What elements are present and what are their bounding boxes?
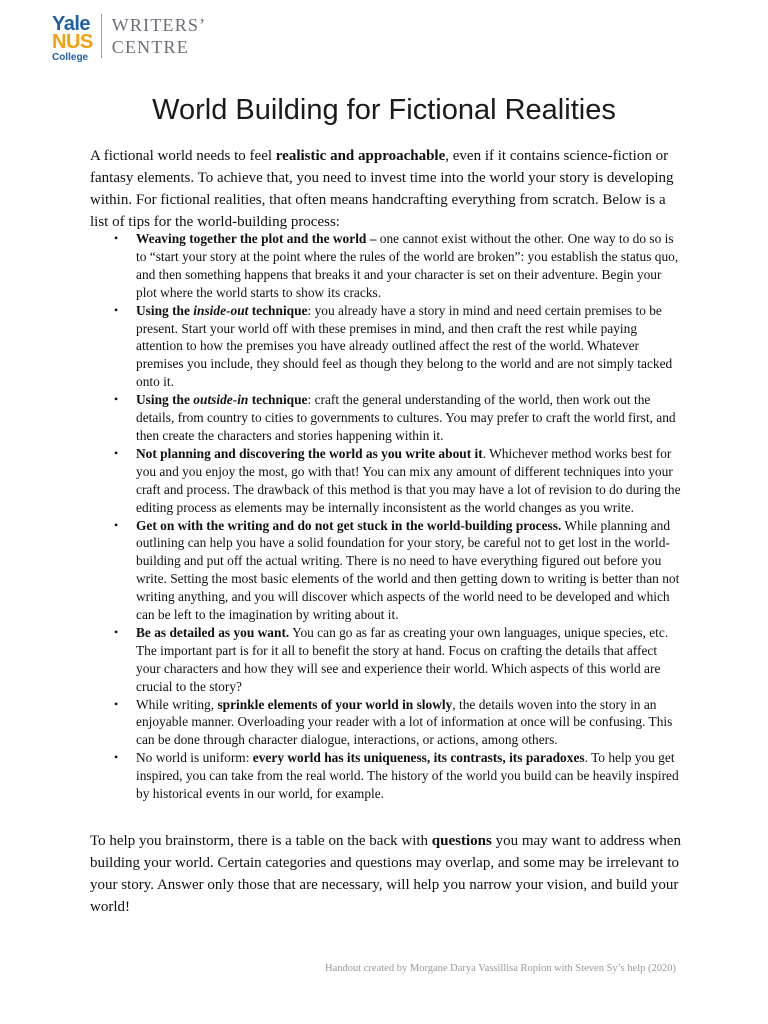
tip-item <box>90 517 684 624</box>
bold-text-run: Using the <box>136 392 194 408</box>
page-title: World Building for Fictional Realities <box>152 94 616 126</box>
bold-text-run: questions <box>431 833 492 849</box>
bullet-marker: • <box>114 445 119 460</box>
text-run: you may want to address when building your world. Certain categories and questions may overlap, and some may be irrelevant to your story. Answer only those that are necessary, will help you narrow your vision, and build your world! <box>90 833 681 915</box>
bold-text-run: technique <box>248 302 308 318</box>
bullet-marker: • <box>114 624 119 639</box>
intro-paragraph <box>90 145 684 233</box>
bold-text-run: Get on with the writing and do not get stuck in the world-building process. <box>136 517 562 533</box>
bold-text-run: sprinkle elements of your world in slowly <box>217 696 453 712</box>
bold-text-run: Using the <box>136 302 194 318</box>
text-run: To help you brainstorm, there is a table on the back with <box>90 833 432 849</box>
text-run: one cannot exist without the other. One way to do so is to “start your story at the point where the rules of the world are broken”: you establish the status quo, and then something happens that breaks it and your character is set on their adventure. Begin your plot where the world starts to show its cracks. <box>136 231 679 300</box>
tip-item <box>90 391 684 445</box>
bullet-marker: • <box>114 750 119 765</box>
bold-text-run: Weaving together the plot and the world – <box>136 231 380 246</box>
text-run: : you already have a story in mind and need certain premises to be present. Start your world off with these premises in mind, and then craft the rest while paying attention to how the premises you have already outlined affect the rest of the world. Whatever premises you include, they should feel as though they belong to the world and are not simply tacked onto it. <box>136 302 673 390</box>
footer-credit: Handout created by Morgane Darya Vassillisa Ropion with Steven Sy’s help (2020) <box>324 963 676 974</box>
tip-item <box>90 302 684 392</box>
text-run: A fictional world needs to feel <box>90 148 276 164</box>
logo-line-2: CENTRE <box>111 37 189 57</box>
logo-divider <box>101 14 102 58</box>
bullet-marker: • <box>114 231 119 245</box>
writers-centre-text <box>112 14 207 58</box>
logo-line-1: WRITERS’ <box>111 15 207 35</box>
bullet-marker: • <box>114 696 119 711</box>
text-run: While writing, <box>136 696 218 712</box>
text-run: While planning and outlining can help you have a solid foundation for your story, be careful not to get lost in the world-building and put off the actual writing. There is no need to have everything figured out before you write. Setting the most basic elements of the world and then getting down to writing is better than not writing anything, and you will discover which aspects of the world need to be developed and which can be left to the imagination by writing about it. <box>136 517 680 623</box>
tip-item <box>90 696 684 750</box>
tip-item <box>90 624 684 696</box>
bold-text-run: inside-out <box>193 302 249 318</box>
tip-item <box>90 230 684 302</box>
logo-college: College <box>52 52 89 63</box>
text-run: : craft the general understanding of the world, then work out the details, from country to cities to governments to cultures. You may prefer to craft the world first, and then create the characters and stories happening within it. <box>136 392 676 443</box>
bold-text-run: Not planning and discovering the world as you write about it <box>136 445 483 461</box>
bold-text-run: outside-in <box>193 392 249 408</box>
text-run: , the details woven into the story in an enjoyable manner. Overloading your reader with a lot of information at once will be confusing. This can be done through character dialogue, interactions, or actions, among others. <box>136 696 673 748</box>
bullet-marker: • <box>114 302 119 317</box>
text-run: . Whichever method works best for you and you enjoy the most, go with that! You can mix any amount of different techniques into your craft and process. The drawback of this method is that you may have a lot of revision to do during the editing process as elements may be internally inconsistent as the world changes as you write. <box>136 445 681 515</box>
bullet-marker: • <box>114 392 119 407</box>
yale-nus-college-wordmark <box>52 14 93 63</box>
logo-nus: NUS <box>52 31 93 53</box>
outro-paragraph <box>90 830 684 918</box>
text-run: , even if it contains science-fiction or fantasy elements. To achieve that, you need to invest time into the world your story is developing within. For fictional realities, that often means handcrafting everything from scratch. Below is a list of tips for the world-building process: <box>90 148 674 230</box>
bullet-marker: • <box>114 517 119 532</box>
tips-list <box>90 230 684 803</box>
tip-item <box>90 445 684 517</box>
text-run: . To help you get inspired, you can take from the real world. The history of the world you build can be heavily inspired by historical events in our world, for example. <box>136 750 679 802</box>
text-run: You can go as far as creating your own languages, unique species, etc. The important part is for it all to benefit the story at hand. Focus on crafting the details that affect your characters and how they will see and experience their world. Which aspects of this world are crucial to the story? <box>136 624 669 694</box>
bold-text-run: Be as detailed as you want. <box>136 624 290 640</box>
yale-nus-writers-centre-logo <box>52 13 207 63</box>
logo-yale: Yale <box>52 13 91 35</box>
text-run: No world is uniform: <box>136 750 253 766</box>
tip-item <box>90 749 684 803</box>
bold-text-run: every world has its uniqueness, its contrasts, its paradoxes <box>252 750 585 766</box>
bold-text-run: realistic and approachable <box>275 148 446 164</box>
bold-text-run: technique <box>248 392 308 408</box>
